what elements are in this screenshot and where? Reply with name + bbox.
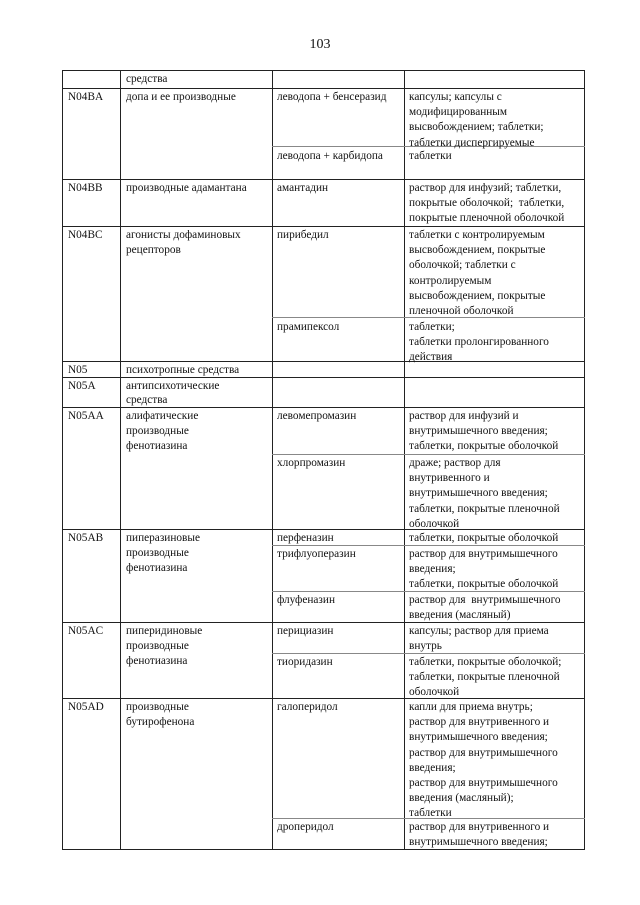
group-cell: пиперазиновые производные фенотиазина <box>126 532 200 575</box>
drug-name: хлорпромазин <box>277 457 346 469</box>
dosage-form: капли для приема внутрь; раствор для внутривенного и внутримышечного введения; раствор для внутримышечного введения; раствор для внутримышечного введения (масляный); таблетки <box>409 701 558 820</box>
atc-code: N05 <box>68 364 88 376</box>
drug-name: леводопа + бенсеразид <box>277 91 387 103</box>
group-cell: допа и ее производные <box>126 91 236 103</box>
atc-code: N05AD <box>68 701 104 713</box>
dosage-form: раствор для инфузий; таблетки, покрытые оболочкой; таблетки, покрытые пленочной оболочкой <box>409 182 565 225</box>
dosage-form: таблетки, покрытые оболочкой; таблетки, покрытые пленочной оболочкой <box>409 656 562 699</box>
drug-name: трифлуоперазин <box>277 548 356 560</box>
dosage-form: раствор для инфузий и внутримышечного введения; таблетки, покрытые оболочкой <box>409 410 559 453</box>
atc-code: N05AC <box>68 625 104 637</box>
drug-name: левомепромазин <box>277 410 357 422</box>
group-cell: антипсихотические средства <box>126 380 220 406</box>
page-number: 103 <box>309 37 331 52</box>
group-cell: средства <box>126 73 168 85</box>
atc-code: N04BB <box>68 182 103 194</box>
dosage-form: таблетки; таблетки пролонгированного действия <box>409 321 549 364</box>
dosage-form: таблетки, покрытые оболочкой <box>409 532 559 544</box>
drug-name: тиоридазин <box>277 656 333 668</box>
drug-name: прамипексол <box>277 321 340 333</box>
group-cell: агонисты дофаминовых рецепторов <box>126 229 241 257</box>
group-cell: производные бутирофенона <box>126 701 195 729</box>
group-cell: психотропные средства <box>126 364 240 376</box>
dosage-form: драже; раствор для внутривенного и внутримышечного введения; таблетки, покрытые пленочной оболочкой <box>409 457 560 530</box>
dosage-form: таблетки <box>409 150 452 162</box>
dosage-form: раствор для внутривенного и внутримышечного введения; <box>409 821 550 849</box>
atc-code: N05AA <box>68 410 104 422</box>
drug-name: пирибедил <box>277 229 329 241</box>
dosage-form: раствор для внутримышечного введения (масляный) <box>409 594 561 622</box>
group-cell: алифатические производные фенотиазина <box>126 410 199 453</box>
atc-code: N05A <box>68 380 96 392</box>
drug-name: амантадин <box>277 182 329 194</box>
atc-code: N04BC <box>68 229 103 241</box>
drug-name: перфеназин <box>277 532 334 544</box>
atc-code: N05AB <box>68 532 104 544</box>
drug-name: дроперидол <box>277 821 334 833</box>
drug-name: галоперидол <box>277 701 338 713</box>
drug-name: флуфеназин <box>277 594 335 606</box>
group-cell: производные адамантана <box>126 182 247 194</box>
drug-name: леводопа + карбидопа <box>277 150 383 162</box>
dosage-form: таблетки с контролируемым высвобождением, покрытые оболочкой; таблетки с контролируемым высвобождением, покрытые пленочной оболочкой <box>409 229 546 318</box>
atc-code: N04BA <box>68 91 104 103</box>
dosage-form: капсулы; раствор для приема внутрь <box>409 625 549 653</box>
group-cell: пиперидиновые производные фенотиазина <box>126 625 203 668</box>
drug-classification-table <box>62 70 585 850</box>
drug-name: перициазин <box>277 625 334 637</box>
dosage-form: капсулы; капсулы с модифицированным высвобождением; таблетки; таблетки диспергируемые <box>409 91 544 149</box>
dosage-form: раствор для внутримышечного введения; таблетки, покрытые оболочкой <box>409 548 559 591</box>
